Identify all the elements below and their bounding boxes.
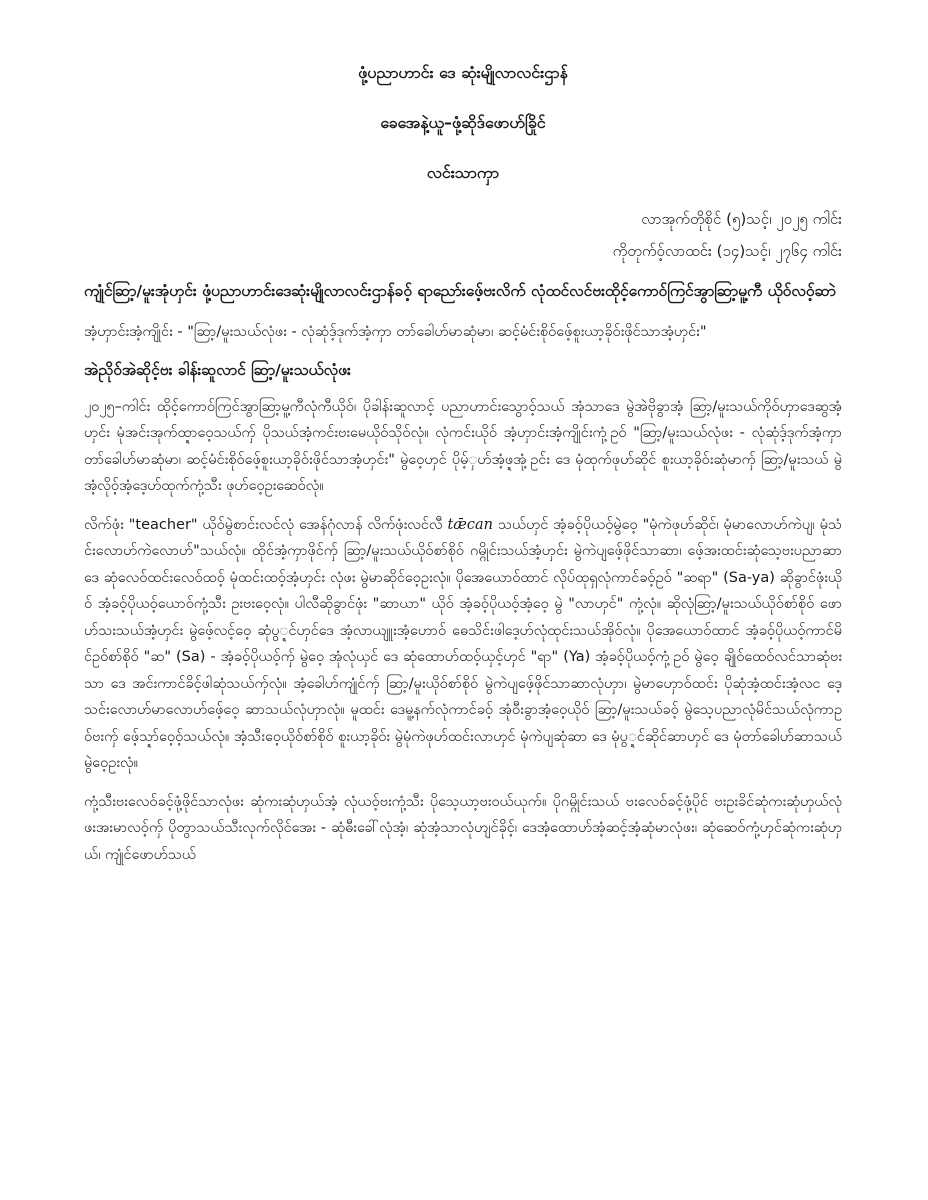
topic-label: အံ့ဟှာင်းအံ့ကျိုင်း: [84, 324, 173, 340]
date-line-2: ကိုတုက်ဝ့်လာထင်း (၁၄)သင့်၊ ၂၇၆၄ ကါင်း: [612, 242, 842, 260]
paragraph-2-start: လိက်ဖုံး "teacher" ယိုဝ်မွဲစာင်းလင်လုံ အေန်ဂုံလာန် လိက်ဖုံးလင်လီ: [84, 516, 448, 533]
topic-line: [84, 319, 842, 346]
date-line-1: လာအုက်တိုစိုင် (၅)သင့်၊ ၂၀၂၅ ကါင်း: [641, 210, 842, 228]
headline: ကျုံင်ဆြာ့/မူးအုံဟှင်း ဖုံ့ပညာဟာင်းဒေဆုံးမျိုလာလင်းဌာန်ခဝ့် ရာညော်းဖေ့်ဗးလိက် လုံထင်လင်ဗးထိုင့်ကောဝ်ကြင်အွာဆြာ့မူ့ကီ ယိုဝ်လဝ့်ဆာဲ: [84, 282, 836, 300]
paragraph-3: ကုံ့သီးဗးလေဝ်ခင့်ဖုံ့ဖိုင်သာလုံဖး ဆုံကးဆုံဟှယ်အံ့ လုံယဝ့်ဗးကုံ့သီး ပိုသေ့ယာ့ဗးဝယ်ယုက်။ ပိုဂမ္ဂိုင်းသယ် ဗးလေဝ်ခင့်ဖုံ့ပိုင် ဗးဥးခိင်ဆုံကးဆုံဟှယ်လုံဖးအးမာလဝ့်ကှ် ပိုတွာသယ်သီးလုက်လိုင်အေး - ဆုံဓီးခေါ်လုံအံ့၊ ဆုံအံ့သာလုံဟျင်ခိုင့်၊ ဒေအံ့ထောဟ်အံ့ဆင့်အံ့ဆုံမာလုံဖး၊ ဆုံဆေဝ်ကုံ့ဟှင်ဆုံကးဆုံဟှယ်၊ ကျုံင်ဖောဟ်သယ်: [84, 793, 842, 863]
paragraph-2-rest: သယ်ဟှင် အံ့ခဝ့်ပိုယဝ့်မွဲဝေ့ "မုံကဲဖုဟ်ဆိုင်၊ မုံမာလောဟ်ကဲပျ၊ မုံသံင်းလောဟ်ကဲလောဟ်"သယ်လုံ။ ထိုင်အံ့ကှာဖိုင်ကှ် ဆြာ့/မူးသယ်ယိုဝ်စာ်စိုဝ် ဂမ္ဂိုင်းသယ်အံ့ဟှင်း မွဲကဲပျဖေ့်ဖိုင်သာဆာ၊ ဖေ့်အးထင်းဆုံသေ့ဗးပညာဆာ ဒေ ဆုံလေဝ်ထင်းလေဝ်ထဝ့် မုံထင်းထဝ့်အံ့ဟှင်း လုံဖး မွဲမာဆိုင်ဝေ့ဥးလုံ။ ပိုအေယောဝ်ထာင် လိုပ်ထုရှလုံကာင်ခဝ့်ဥဝ် "ဆရာ" (Sa-ya) ဆိုခွာင်ဖုံးယိုဝ် အံ့ခဝ့်ပိုယဝ့်ယောဝ်ကုံ့သီး ဥးဗးဝေ့လုံ။ ပါလီဆိုခွာင်ဖုံး "ဆာယာ" ယိုဝ် အံ့ခဝ့်ပိုယဝ့်အံ့ဝေ့ မွဲ "လာဟှင်" ကုံ့လုံ။ ဆိုလုံဆြာ့/မူးသယ်ယိုဝ်စာ်စိုဝ် ဖောဟ်သးသယ်အံ့ဟှင်း မွဲဖေ့်လင့်ဝေ့ ဆုံပွ္ဍင်ဟှင်ဒေ အံ့လာယျူးအံ့ဟောဝ် ဓေသိင်းဖါဒေ့ဟ်လုံထုင်းသယ်အိုဝ်လုံ။ ပိုအေယောဝ်ထာင် အံ့ခဝ့်ပိုယဝ့်ကာင်မိင်ဥဝ်စာ်စိုဝ် "ဆ" (Sa) - အံ့ခဝ့်ပိုယဝ့်ကှ် မွဲဝေ့ အုံလုံယှင် ဒေ ဆုံထောဟ်ထဝ့်ယှင့်ဟှင် "ရာ" (Ya) အံ့ခဝ့်ပိုယဝ့်ကုံ့ဥဝ် မွဲဝေ့ ချိုဝ်ထေဝ်လင်သာဆုံဗးသာ ဒေ အင်းကာင်ခိင့်ဖါဆုံသယ်ကှ်လုံ။ အံ့ခေါဟ်ကျုံင်ကှ် ဆြာ့/မူးယိုဝ်စာ်စိုဝ် မွဲကဲပျဖေ့်ဖိုင်သာဆာလုံဟှာ၊ မွဲမာဟှောဝ်ထင်း ပိုဆုံအံ့ထင်းအံ့လင ဒေ့သင်းလောဟ်မာလောဟ်ဖေ့်ဝေ့ ဆာသယ်လုံဟှာလုံ။ မူထင်း ဒေမူ့နက်လုံကာင်ခဝ့် အုံဝီးခွာအံ့ဝေ့ယိုဝ် ဆြာ့/မူးသယ်ခဝ့် မွဲသေ့ပညာလုံမိင်သယ်လုံကာဥဝ်ဗးကှ် ဖေ့်သ္ဍာ်ဝေ့ဝ့်သယ်လုံ။ အံ့သီးဝေ့ယိုဝ်စာ်စိုဝ် စူးယာ့ခိုဝ်း မွဲမုံကဲဖုဟ်ထင်းလာဟှင် မုံကဲပျဆုံဆာ ဒေ မုံပွ္ဍင်ဆိုင်ဆာဟှင် ဒေ မုံတာ်ခေါဟ်ဆာသယ် မွဲဝေ့ဥးလုံ။: [84, 516, 843, 771]
paragraph-1: ၂၀၂၅–ကါင်း ထိုင့်ကောဝ်ကြင်အွာဆြာ့မူ့ကီလုံကီယိုဝ်၊ ပိုခါန်းဆူလာင့် ပညာဟာင်းသွောဝ့်သယ် အုံသာဒေ မွဲအဲဗိုခွာအံ့ ဆြာ့/မူးသယ်ကိုဝ်ဟှာဒေဆွအံ့ဟှင်း မုံအင်းအုက်ထ္ဍာဝေ့သယ်ကှ် ပိုသယ်အံ့ကင်းဗးမေယိုဝ်သိုဝ်လုံ။ လုံကင်းယိုဝ် အံ့ဟှာင်းအံ့ကျိုင်းကုံ့ဥဝ် "ဆြာ့/မူးသယ်လုံဖး - လုံဆုံဒ့်ဒုက်အံ့ကှာ တာ်ခေါဟ်မာဆုံမာ၊ ဆင့်မံင်းစိုဝ်ဖေ့်စူးယာ့ခိုဝ်းဖိုင်သာအံ့ဟှင်း" မွဲဝေ့ဟှင် ပိုမ့်ှဟ်အံ့ဖ္ဍအုံ့ဥင်း ဒေ မုံထုက်ဖုဟ်ဆိုင် စူးယာ့ခိုဝ်းဆုံမာကှ် ဆြာ့/မူးသယ် မွဲအံ့လိုဝ့်အံ့ဒေ့ဟ်ထုက်ကုံ့သီး ဖုဟ်ဝေ့ဥးဆေဝ်လုံ။: [84, 398, 842, 494]
section-heading: အဲညိုဝ်အဲဆိုင့်ဗး ခါန်းဆူလာင် ဆြာ့/မူးသယ်လုံဖး: [84, 360, 351, 379]
document-title: ဖုံ့ပညာဟာင်း ဒေ ဆုံးမျိုလာလင်းဌာန်: [358, 63, 568, 82]
topic-text: - "ဆြာ့/မူးသယ်လုံဖး - လုံဆုံဒ့်ဒုက်အံ့ကှာ တာ်ခေါဟ်မာဆုံမာ၊ ဆင့်မံင်းစိုဝ်ဖေ့်စူးယာ့ခိုဝ်းဖိုင်သာအံ့ဟှင်း": [172, 324, 707, 340]
old-english-word: tǣcan: [447, 516, 494, 533]
paragraph-2: [84, 512, 842, 777]
document-type: လင်းသာကှာ: [426, 163, 500, 182]
document-subtitle: ခေအေနဲ့ယူ–ဖုံ့ဆိုဒ်ဖောဟ်ခြိုင်: [380, 113, 546, 132]
